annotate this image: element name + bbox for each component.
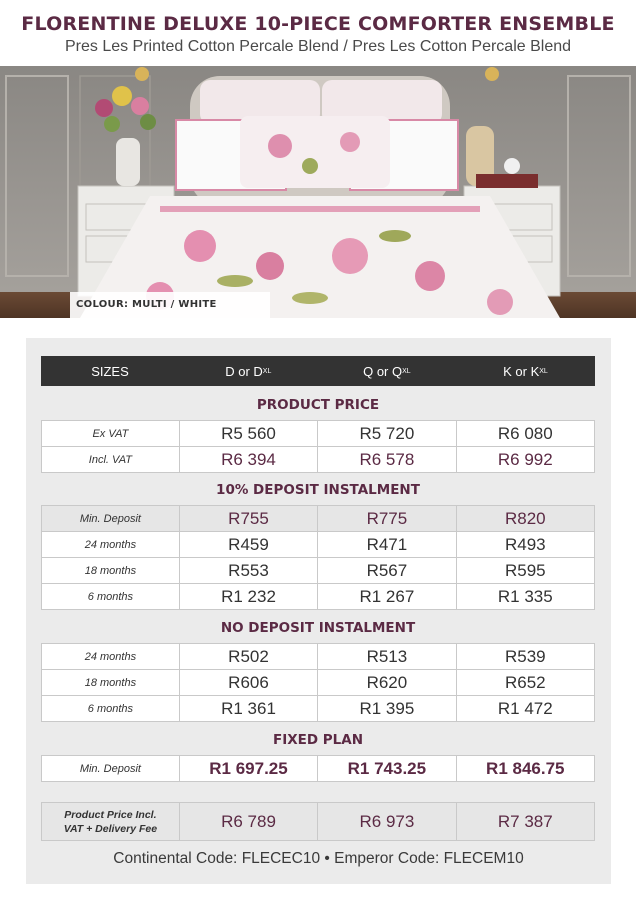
table-row xyxy=(42,447,595,473)
price-cell: R6 578 xyxy=(318,447,456,473)
row-label: Ex VAT xyxy=(42,421,180,447)
size-double-label: D or D xyxy=(225,363,263,379)
deposit-instalment-table xyxy=(41,505,595,610)
price-cell: R6 973 xyxy=(318,803,456,841)
fixed-plan-table xyxy=(41,755,595,782)
row-label: 6 months xyxy=(42,584,180,610)
deposit-instalment-title: 10% DEPOSIT INSTALMENT xyxy=(216,482,420,498)
size-king xyxy=(456,356,595,386)
price-cell: R539 xyxy=(456,644,594,670)
price-cell: R1 232 xyxy=(179,584,317,610)
product-codes xyxy=(26,850,611,868)
product-price-table xyxy=(41,420,595,473)
row-label: 24 months xyxy=(42,532,180,558)
table-row xyxy=(42,803,595,841)
no-deposit-instalment-title: NO DEPOSIT INSTALMENT xyxy=(220,620,416,636)
table-row xyxy=(42,696,595,722)
colour-label: COLOUR: MULTI / WHITE xyxy=(76,299,217,310)
price-cell: R459 xyxy=(179,532,317,558)
price-cell: R502 xyxy=(179,644,317,670)
row-label: Min. Deposit xyxy=(42,506,180,532)
price-cell: R6 992 xyxy=(456,447,594,473)
price-cell: R1 361 xyxy=(179,696,317,722)
price-cell: R755 xyxy=(179,506,317,532)
sizes-label: SIZES xyxy=(91,363,129,379)
size-double xyxy=(179,356,318,386)
price-cell: R553 xyxy=(179,558,317,584)
emperor-code: FLECEM10 xyxy=(443,850,524,867)
bedroom-illustration xyxy=(0,66,636,318)
price-cell: R5 560 xyxy=(179,421,317,447)
price-cell: R620 xyxy=(318,670,456,696)
table-row xyxy=(42,644,595,670)
page-header xyxy=(0,0,636,66)
delivery-label-line2: VAT + Delivery Fee xyxy=(63,822,158,835)
table-row xyxy=(42,756,595,782)
price-cell: R606 xyxy=(179,670,317,696)
product-title: FLORENTINE DELUXE 10-PIECE COMFORTER ENSEMBLE xyxy=(21,13,615,35)
table-row xyxy=(42,506,595,532)
size-double-sup: XL xyxy=(262,367,272,375)
continental-code: FLECEC10 xyxy=(241,850,321,867)
table-row xyxy=(42,584,595,610)
price-cell: R820 xyxy=(456,506,594,532)
price-cell: R1 335 xyxy=(456,584,594,610)
table-row xyxy=(42,670,595,696)
price-cell: R595 xyxy=(456,558,594,584)
code-separator: • xyxy=(324,850,330,867)
price-cell: R1 472 xyxy=(456,696,594,722)
size-queen-sup: XL xyxy=(402,367,411,375)
size-king-sup: XL xyxy=(539,367,548,375)
delivery-table xyxy=(41,802,595,841)
row-label: Incl. VAT xyxy=(42,447,180,473)
no-deposit-instalment-table xyxy=(41,643,595,722)
price-cell: R5 720 xyxy=(318,421,456,447)
price-cell: R471 xyxy=(318,532,456,558)
price-cell: R1 395 xyxy=(318,696,456,722)
price-cell: R652 xyxy=(456,670,594,696)
table-row xyxy=(42,421,595,447)
product-photo xyxy=(0,66,636,318)
sizes-header xyxy=(41,356,595,386)
size-king-label: K or K xyxy=(503,363,540,379)
price-cell: R1 846.75 xyxy=(456,756,594,782)
product-price-title: PRODUCT PRICE xyxy=(256,397,380,413)
product-subtitle: Pres Les Printed Cotton Percale Blend / Pres Les Cotton Percale Blend xyxy=(64,38,572,55)
price-cell: R6 394 xyxy=(179,447,317,473)
price-cell: R493 xyxy=(456,532,594,558)
delivery-label-line1: Product Price Incl. xyxy=(64,808,157,821)
row-label: Min. Deposit xyxy=(42,756,180,782)
fixed-plan-title: FIXED PLAN xyxy=(272,732,364,748)
table-row xyxy=(42,558,595,584)
row-label: 6 months xyxy=(42,696,180,722)
emperor-code-label: Emperor Code: xyxy=(334,850,440,867)
size-queen xyxy=(318,356,457,386)
price-cell: R1 267 xyxy=(318,584,456,610)
price-cell: R1 697.25 xyxy=(179,756,317,782)
price-cell: R513 xyxy=(318,644,456,670)
row-label: 18 months xyxy=(42,558,180,584)
row-label: 24 months xyxy=(42,644,180,670)
price-cell: R6 789 xyxy=(179,803,317,841)
price-cell: R1 743.25 xyxy=(318,756,456,782)
price-cell: R567 xyxy=(318,558,456,584)
continental-code-label: Continental Code: xyxy=(113,850,238,867)
size-queen-label: Q or Q xyxy=(363,363,403,379)
price-cell: R775 xyxy=(318,506,456,532)
price-cell: R7 387 xyxy=(456,803,594,841)
row-label: 18 months xyxy=(42,670,180,696)
delivery-label xyxy=(42,803,180,841)
price-cell: R6 080 xyxy=(456,421,594,447)
table-row xyxy=(42,532,595,558)
